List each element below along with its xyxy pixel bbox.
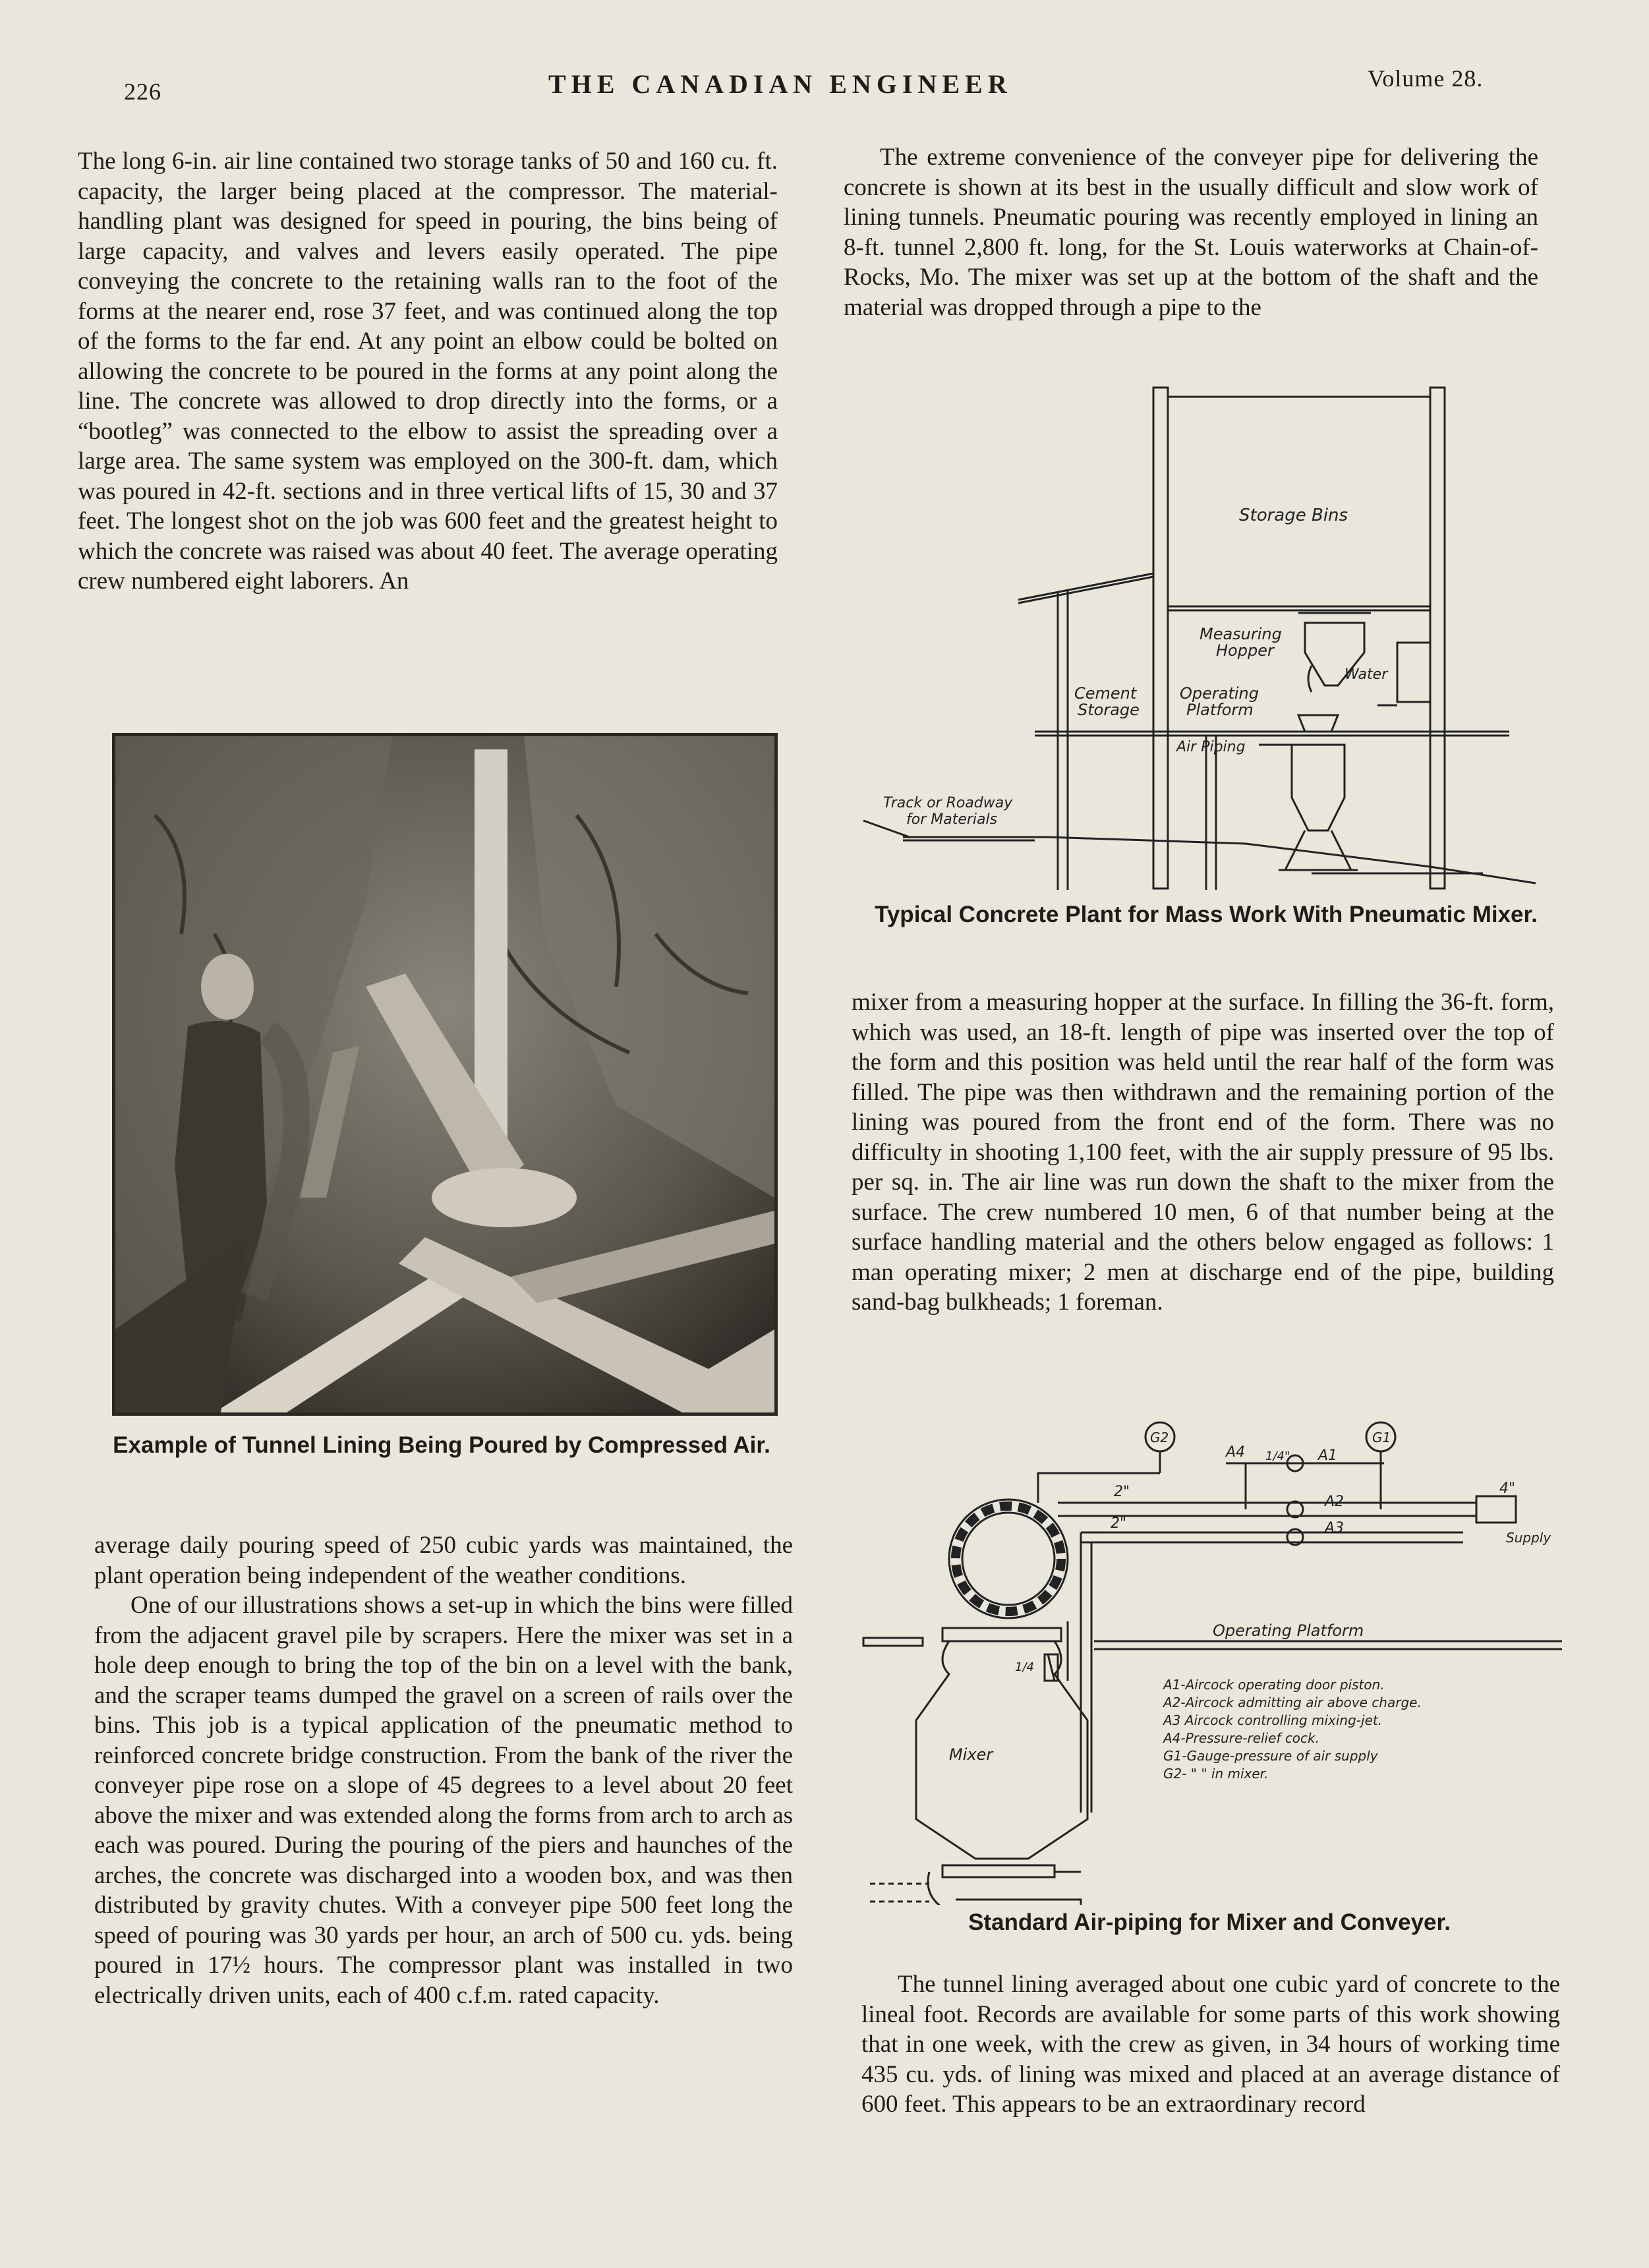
- paragraph: The extreme convenience of the conveyer pipe for delivering the concrete is shown at its best in the usually difficult and slow work of lining tunnels. Pneumatic pouring was recently employed in lining an 8-ft. tunnel 2,800 ft. long, for the St. Louis waterworks at Chain-of-Rocks, Mo. The mixer was set up at the bottom of the shaft and the material was dropped through a pipe to the: [844, 144, 1538, 321]
- legend-item: A4-Pressure-relief cock.: [1163, 1730, 1319, 1746]
- label-platform: Platform: [1186, 701, 1254, 719]
- label-air-piping: Air Piping: [1176, 739, 1246, 755]
- volume-label: Volume 28.: [1368, 65, 1484, 92]
- legend-item: G2- " " in mixer.: [1163, 1766, 1269, 1782]
- paragraph: The tunnel lining averaged about one cubic yard of concrete to the lineal foot. Records are available for some parts of this work showing that in one week, with the crew as given, in 34 hours of working time 435 cu. yds. of lining was mixed and placed at an average distance of 600 feet. This appears to be an extraordinary record: [861, 1971, 1560, 2118]
- right-column-middle-text: [852, 987, 1554, 1318]
- legend-item: A3 Aircock controlling mixing-jet.: [1163, 1712, 1383, 1728]
- tunnel-photo-drawing: [115, 736, 774, 1412]
- label-a2: A2: [1325, 1494, 1345, 1510]
- paragraph: average daily pouring speed of 250 cubic yards was maintained, the plant operation being independent of the weather conditions.: [94, 1532, 793, 1589]
- label-hopper: Hopper: [1216, 641, 1274, 660]
- left-column-top-text: [78, 146, 778, 596]
- label-g1: G1: [1372, 1430, 1391, 1445]
- label-cement: Cement: [1074, 684, 1137, 703]
- air-piping-legend: [1162, 1677, 1422, 1782]
- air-figure-caption: Standard Air-piping for Mixer and Conveyer.: [968, 1909, 1451, 1935]
- label-storage-bins: Storage Bins: [1239, 506, 1348, 525]
- label-materials: for Materials: [906, 811, 998, 828]
- label-operating: Operating: [1180, 684, 1259, 703]
- label-one-quarter: 1/4: [1015, 1660, 1034, 1674]
- air-piping-diagram: [857, 1410, 1569, 1905]
- page-number: 226: [124, 78, 161, 105]
- legend-item: A2-Aircock admitting air above charge.: [1163, 1695, 1422, 1710]
- label-two-inch-a: 2": [1114, 1484, 1130, 1500]
- label-a4: A4: [1226, 1444, 1246, 1461]
- right-column-bottom-text: [861, 1969, 1560, 2120]
- plant-figure-caption: Typical Concrete Plant for Mass Work With Pneumatic Mixer.: [875, 902, 1538, 927]
- paragraph: The long 6-in. air line contained two storage tanks of 50 and 160 cu. ft. capacity, the larger being placed at the compressor. The material-handling plant was designed for speed in pouring, the bins being of large capacity, and valves and levers easily operated. The pipe conveying the concrete to the retaining walls ran to the foot of the forms at the nearer end, rose 37 feet, and was continued along the top of the forms to the far end. At any point an elbow could be bolted on allowing the concrete to be poured in the forms at any point along the line. The concrete was allowed to drop directly into the forms, or a “bootleg” was connected to the elbow to assist the spreading over a large area. The same system was employed on the 300-ft. dam, which was poured in 42-ft. sections and in three vertical lifts of 15, 30 and 37 feet. The longest shot on the job was 600 feet and the greatest height to which the concrete was raised was about 40 feet. The average operating crew numbered eight laborers. An: [78, 148, 778, 595]
- label-four-inch: 4": [1499, 1480, 1516, 1497]
- label-two-inch-b: 2": [1111, 1515, 1127, 1532]
- label-operating-platform: Operating Platform: [1213, 1621, 1364, 1640]
- paragraph: One of our illustrations shows a set-up in which the bins were filled from the adjacent gravel pile by scrapers. Here the mixer was set in a hole deep enough to bring the top of the bin on a level with the bank, and the scraper teams dumped the gravel on a screen of rails over the bins. This job is a typical application of the pneumatic method to reinforced concrete bridge construction. From the bank of the river the conveyer pipe rose on a slope of 45 degrees to a level about 20 feet above the mixer and was extended along the forms from arch to arch as each was poured. During the pouring of the piers and haunches of the arches, the concrete was discharged into a wooden box, and was then distributed by gravity chutes. With a conveyer pipe 500 feet long the speed of pouring was 30 yards per hour, an arch of 500 cu. yds. being poured in 17½ hours. The compressor plant was installed in two electrically driven units, each of 400 c.f.m. rated capacity.: [94, 1592, 793, 2009]
- tunnel-photograph: [112, 733, 778, 1416]
- label-measuring: Measuring: [1200, 625, 1282, 643]
- label-a1: A1: [1318, 1447, 1338, 1464]
- journal-title: THE CANADIAN ENGINEER: [548, 69, 1012, 99]
- label-a3: A3: [1325, 1520, 1345, 1536]
- label-quarter-inch: 1/4": [1265, 1449, 1290, 1463]
- left-column-bottom-text: [94, 1530, 793, 2010]
- label-track: Track or Roadway: [883, 795, 1013, 811]
- paragraph: mixer from a measuring hopper at the surface. In filling the 36-ft. form, which was used, an 18-ft. length of pipe was inserted over the top of the form and this position was held until the rear half of the form was filled. The pipe was then withdrawn and the remaining portion of the lining was poured from the front end of the form. There was no difficulty in shooting 1,100 feet, with the air supply pressure of 95 lbs. per sq. in. The air line was run down the shaft to the mixer from the surface. The crew numbered 10 men, 6 of that number being at the surface handling material and the others below engaged as follows: 1 man operating mixer; 2 men at discharge end of the pipe, building sand-bag bulkheads; 1 foreman.: [852, 989, 1554, 1316]
- legend-item: G1-Gauge-pressure of air supply: [1163, 1748, 1378, 1764]
- right-column-top-text: [844, 142, 1538, 322]
- label-supply: Supply: [1506, 1530, 1551, 1546]
- label-water: Water: [1345, 666, 1388, 683]
- label-storage: Storage: [1078, 701, 1140, 719]
- label-mixer: Mixer: [949, 1745, 993, 1764]
- label-g2: G2: [1150, 1430, 1169, 1445]
- legend-item: A1-Aircock operating door piston.: [1163, 1677, 1385, 1693]
- concrete-plant-diagram: [850, 376, 1555, 896]
- photo-caption: Example of Tunnel Lining Being Poured by Compressed Air.: [113, 1432, 770, 1458]
